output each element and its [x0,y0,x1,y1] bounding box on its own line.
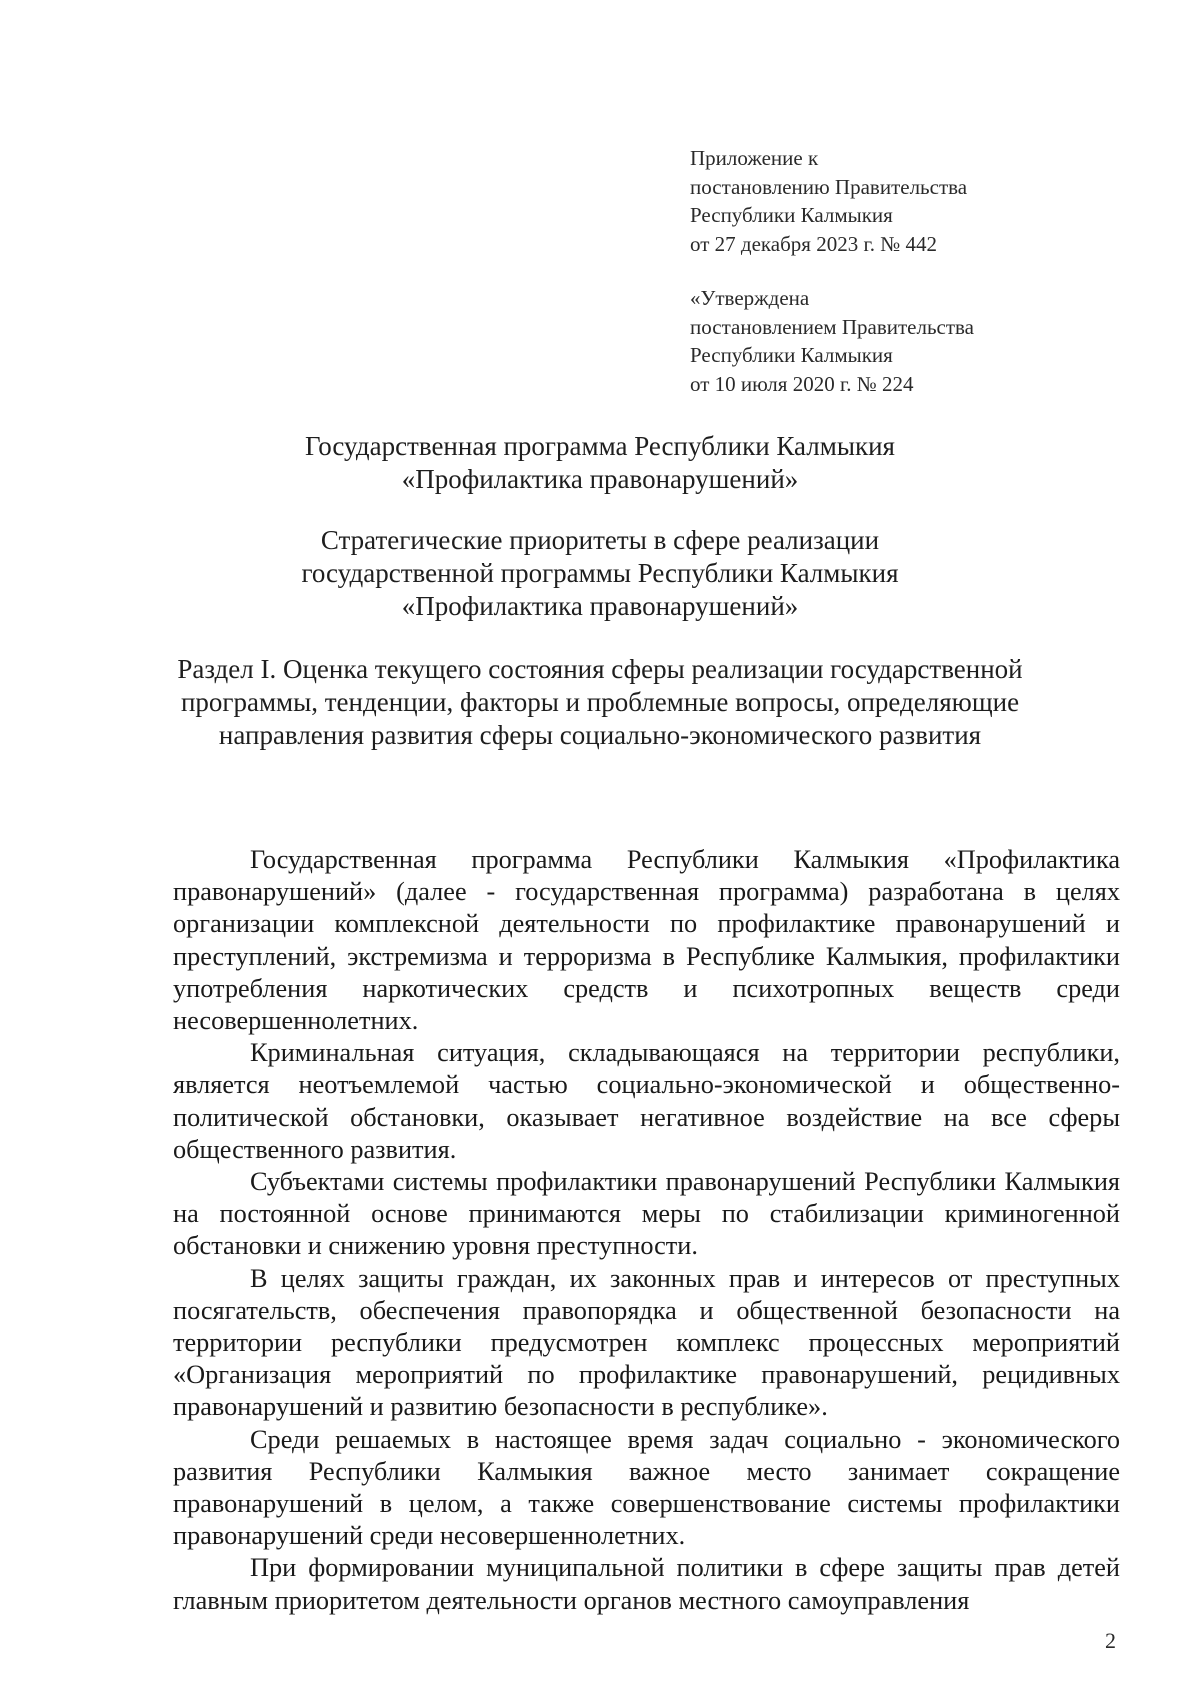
paragraph: Субъектами системы профилактики правонарушений Республики Калмыкия на постоянной основе принимаются меры по стабилизации криминогенной обстановки и снижению уровня преступности. [173,1167,1120,1261]
section-title-line: программы, тенденции, факторы и проблемные вопросы, определяющие [180,687,1020,717]
appendix-line: Приложение к [690,146,819,170]
paragraph: Государственная программа Республики Калмыкия «Профилактика правонарушений» (далее - государственная программа) разработана в целях организации комплексной деятельности по профилактике правонарушений и преступлений, экстремизма и терроризма в Республике Калмыкия, профилактики употребления наркотических средств и психотропных веществ среди несовершеннолетних. [173,845,1120,1036]
paragraph: Среди решаемых в настоящее время задач социально - экономического развития Республики Калмыкия важное место занимает сокращение правонарушений в целом, а также совершенствование системы профилактики правонарушений среди несовершеннолетних. [173,1424,1120,1551]
page-number: 2 [1105,1628,1116,1653]
program-title [0,430,1200,496]
priorities-title-line: «Профилактика правонарушений» [401,591,799,621]
appendix-line: постановлению Правительства [690,174,968,199]
approved-line: Республики Калмыкия [690,343,893,367]
section-title-line: направления развития сферы социально-экономического развития [218,720,982,750]
body-text [173,844,1120,1617]
paragraph: Криминальная ситуация, складывающаяся на территории республики, является неотъемлемой частью социально-экономической и общественно-политической обстановки, оказывает негативное воздействие на все сферы общественного развития. [173,1038,1120,1164]
paragraph: При формировании муниципальной политики в сфере защиты прав детей главным приоритетом деятельности органов местного самоуправления [173,1553,1120,1615]
program-title-line: Государственная программа Республики Калмыкия [305,431,895,461]
paragraph: В целях защиты граждан, их законных прав и интересов от преступных посягательств, обеспечения правопорядка и общественной безопасности на территории республики предусмотрен комплекс процессных мероприятий «Организация мероприятий по профилактике правонарушений, рецидивных правонарушений и развитию безопасности в республике». [173,1263,1120,1422]
priorities-title-line: Стратегические приоритеты в сфере реализации [320,525,880,555]
program-title-line: «Профилактика правонарушений» [401,464,799,494]
appendix-line: Республики Калмыкия [690,203,893,227]
section-title [0,653,1200,752]
approved-line: «Утверждена [690,286,810,310]
priorities-title [0,524,1200,623]
spacer [690,258,974,284]
appendix-block [690,144,974,398]
approved-line: от 10 июля 2020 г. № 224 [690,371,914,396]
section-title-line: Раздел I. Оценка текущего состояния сферы реализации государственной [177,654,1023,684]
approved-line: постановлением Правительства [690,314,975,339]
priorities-title-line: государственной программы Республики Калмыкия [301,558,899,588]
appendix-line: от 27 декабря 2023 г. № 442 [690,231,937,256]
